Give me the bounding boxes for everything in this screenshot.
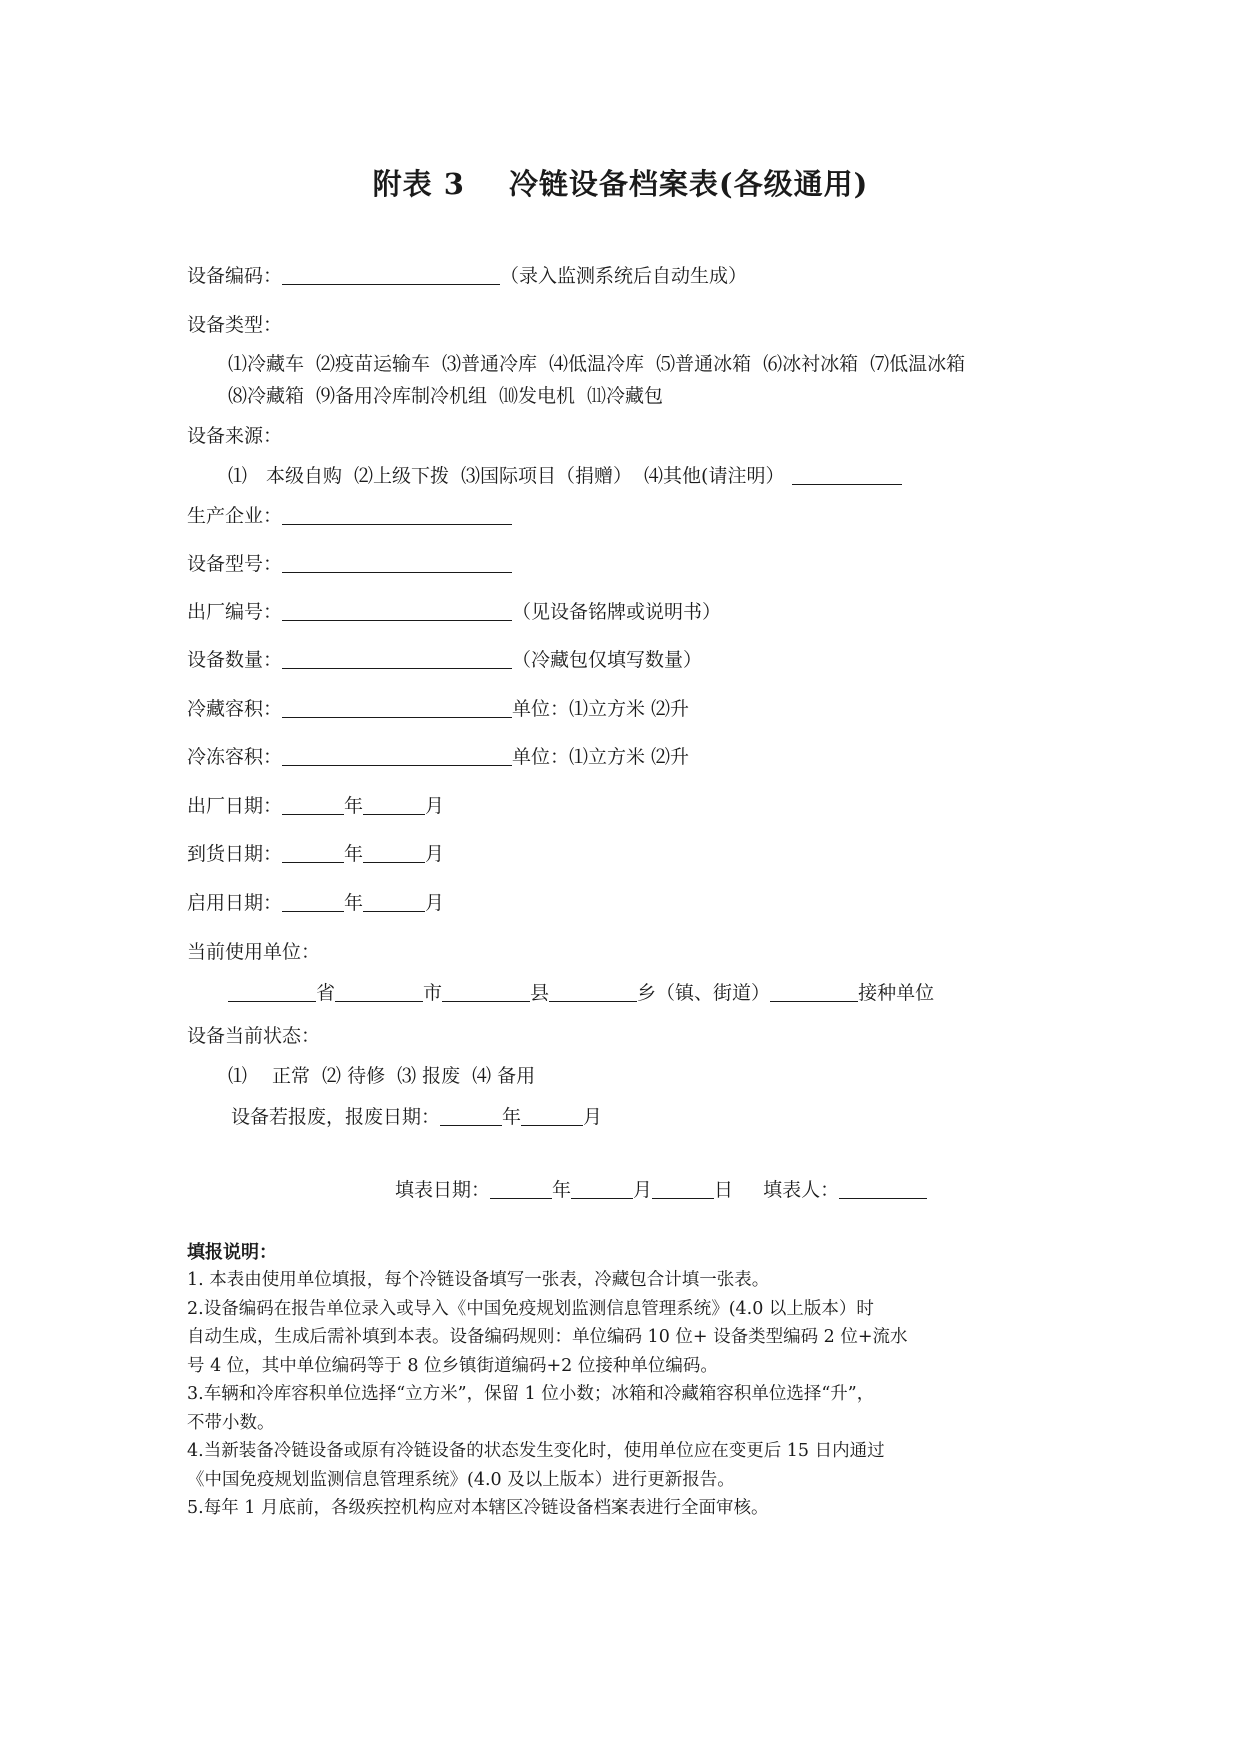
source-options <box>228 462 902 490</box>
type-option[interactable]: ⑺低温冰箱 <box>870 353 966 375</box>
maker-field[interactable] <box>282 504 512 525</box>
notes-body <box>187 1266 1047 1523</box>
note-line: 5.每年 1 月底前，各级疾控机构应对本辖区冷链设备档案表进行全面审核。 <box>187 1498 769 1518</box>
source-option[interactable]: ⑷其他(请注明） <box>644 465 785 487</box>
type-options-line1 <box>228 350 977 378</box>
page-title <box>0 162 1241 203</box>
fridge-volume-row <box>187 695 689 723</box>
note-line: 2.设备编码在报告单位录入或导入《中国免疫规划监测信息管理系统》(4.0 以上版本）时 <box>187 1298 874 1319</box>
unit-location-fields <box>228 979 934 1007</box>
mfg-date-label: 出厂日期： <box>187 795 283 817</box>
province-label: 省 <box>316 982 336 1004</box>
fridge-volume-label: 冷藏容积： <box>187 698 283 720</box>
arrival-date-label: 到货日期： <box>187 843 283 865</box>
fill-date-label: 填表日期： <box>395 1179 491 1201</box>
fridge-volume-field[interactable] <box>282 697 512 718</box>
month-label: 月 <box>633 1179 653 1201</box>
province-field[interactable] <box>228 981 316 1002</box>
model-label: 设备型号： <box>187 553 283 575</box>
title-text: 冷链设备档案表(各级通用) <box>508 167 869 201</box>
serial-row <box>187 598 721 626</box>
day-label: 日 <box>714 1179 734 1201</box>
year-label: 年 <box>344 843 364 865</box>
code-row <box>187 262 747 290</box>
type-option[interactable]: ⑶普通冷库 <box>442 353 538 375</box>
status-option[interactable]: ⑶ 报废 <box>397 1065 461 1087</box>
mfg-month-field[interactable] <box>363 794 425 815</box>
note-line: 4.当新装备冷链设备或原有冷链设备的状态发生变化时，使用单位应在变更后 15 日内通过 <box>187 1441 885 1461</box>
arrival-year-field[interactable] <box>282 842 344 863</box>
quantity-row <box>187 646 702 674</box>
serial-note: （见设备铭牌或说明书） <box>512 601 722 623</box>
unit-location-label: 当前使用单位： <box>187 941 321 963</box>
notes-title: 填报说明： <box>187 1242 277 1263</box>
scrap-month-field[interactable] <box>521 1105 583 1126</box>
source-row <box>187 422 282 450</box>
type-option[interactable]: ⑵疫苗运输车 <box>316 353 431 375</box>
fill-month-field[interactable] <box>571 1178 633 1199</box>
type-option[interactable]: ⑽发电机 <box>499 385 576 407</box>
arrival-date-row <box>187 840 444 868</box>
arrival-month-field[interactable] <box>363 842 425 863</box>
fill-year-field[interactable] <box>490 1178 552 1199</box>
fridge-volume-unit[interactable]: 单位：⑴立方米 ⑵升 <box>512 698 690 720</box>
quantity-field[interactable] <box>282 648 512 669</box>
note-line: 《中国免疫规划监测信息管理系统》(4.0 及以上版本）进行更新报告。 <box>187 1469 735 1490</box>
model-row <box>187 550 512 578</box>
code-field[interactable] <box>282 264 500 285</box>
year-label: 年 <box>344 892 364 914</box>
city-field[interactable] <box>335 981 423 1002</box>
note-line: 自动生成，生成后需补填到本表。设备编码规则：单位编码 10 位+ 设备类型编码 2 位+流水 <box>187 1327 908 1347</box>
start-year-field[interactable] <box>282 891 344 912</box>
mfg-date-row <box>187 792 444 820</box>
status-option[interactable]: ⑷ 备用 <box>472 1065 536 1087</box>
maker-row <box>187 502 512 530</box>
month-label: 月 <box>583 1106 603 1128</box>
note-line: 1. 本表由使用单位填报，每个冷链设备填写一张表，冷藏包合计填一张表。 <box>187 1270 770 1290</box>
month-label: 月 <box>425 795 445 817</box>
type-option[interactable]: ⑻冷藏箱 <box>228 385 305 407</box>
status-options <box>228 1062 547 1090</box>
county-label: 县 <box>530 982 550 1004</box>
month-label: 月 <box>425 843 445 865</box>
type-option[interactable]: ⑼备用冷库制冷机组 <box>316 385 488 407</box>
type-options-line2 <box>228 382 675 410</box>
type-option[interactable]: ⑴冷藏车 <box>228 353 305 375</box>
type-option[interactable]: ⑷低温冷库 <box>549 353 645 375</box>
start-date-label: 启用日期： <box>187 892 283 914</box>
source-option[interactable]: ⑴ 本级自购 <box>228 465 343 487</box>
type-option[interactable]: ⑸普通冰箱 <box>656 353 752 375</box>
status-row <box>187 1022 320 1050</box>
freezer-volume-row <box>187 743 689 771</box>
type-option[interactable]: ⑾冷藏包 <box>587 385 664 407</box>
source-option[interactable]: ⑶国际项目（捐赠） <box>461 465 633 487</box>
start-month-field[interactable] <box>363 891 425 912</box>
city-label: 市 <box>423 982 443 1004</box>
status-option[interactable]: ⑴ 正常 <box>228 1065 311 1087</box>
township-field[interactable] <box>549 981 637 1002</box>
serial-field[interactable] <box>282 600 512 621</box>
month-label: 月 <box>425 892 445 914</box>
start-date-row <box>187 889 444 917</box>
source-label: 设备来源： <box>187 425 283 447</box>
filler-label: 填表人： <box>763 1179 840 1201</box>
quantity-note: （冷藏包仅填写数量） <box>512 649 703 671</box>
fill-date-row <box>395 1176 927 1204</box>
unit-location-row <box>187 938 320 966</box>
status-label: 设备当前状态： <box>187 1025 321 1047</box>
source-option[interactable]: ⑵上级下拨 <box>354 465 450 487</box>
vaccination-unit-label: 接种单位 <box>858 982 935 1004</box>
scrap-year-field[interactable] <box>440 1105 502 1126</box>
county-field[interactable] <box>442 981 530 1002</box>
filler-field[interactable] <box>839 1178 927 1199</box>
type-row <box>187 311 282 339</box>
mfg-year-field[interactable] <box>282 794 344 815</box>
code-note: （录入监测系统后自动生成） <box>500 265 748 287</box>
vaccination-unit-field[interactable] <box>770 981 858 1002</box>
title-prefix: 附表 3 <box>372 167 465 201</box>
freezer-volume-unit[interactable]: 单位：⑴立方米 ⑵升 <box>512 746 690 768</box>
model-field[interactable] <box>282 552 512 573</box>
quantity-label: 设备数量： <box>187 649 283 671</box>
freezer-volume-field[interactable] <box>282 745 512 766</box>
type-label: 设备类型： <box>187 314 283 336</box>
year-label: 年 <box>502 1106 522 1128</box>
fill-day-field[interactable] <box>652 1178 714 1199</box>
serial-label: 出厂编号： <box>187 601 283 623</box>
year-label: 年 <box>344 795 364 817</box>
freezer-volume-label: 冷冻容积： <box>187 746 283 768</box>
code-label: 设备编码： <box>187 265 283 287</box>
note-line: 号 4 位，其中单位编码等于 8 位乡镇街道编码+2 位接种单位编码。 <box>187 1355 718 1376</box>
year-label: 年 <box>552 1179 572 1201</box>
type-option[interactable]: ⑹冰衬冰箱 <box>763 353 859 375</box>
scrap-date-label: 设备若报废，报废日期： <box>231 1106 441 1128</box>
status-option[interactable]: ⑵ 待修 <box>322 1065 386 1087</box>
township-label: 乡（镇、街道） <box>637 982 771 1004</box>
note-line: 不带小数。 <box>187 1412 275 1433</box>
note-line: 3.车辆和冷库容积单位选择“立方米”，保留 1 位小数；冰箱和冷藏箱容积单位选择“升”， <box>187 1384 875 1404</box>
scrap-date-row <box>231 1103 602 1131</box>
source-other-field[interactable] <box>792 464 902 485</box>
maker-label: 生产企业： <box>187 505 283 527</box>
